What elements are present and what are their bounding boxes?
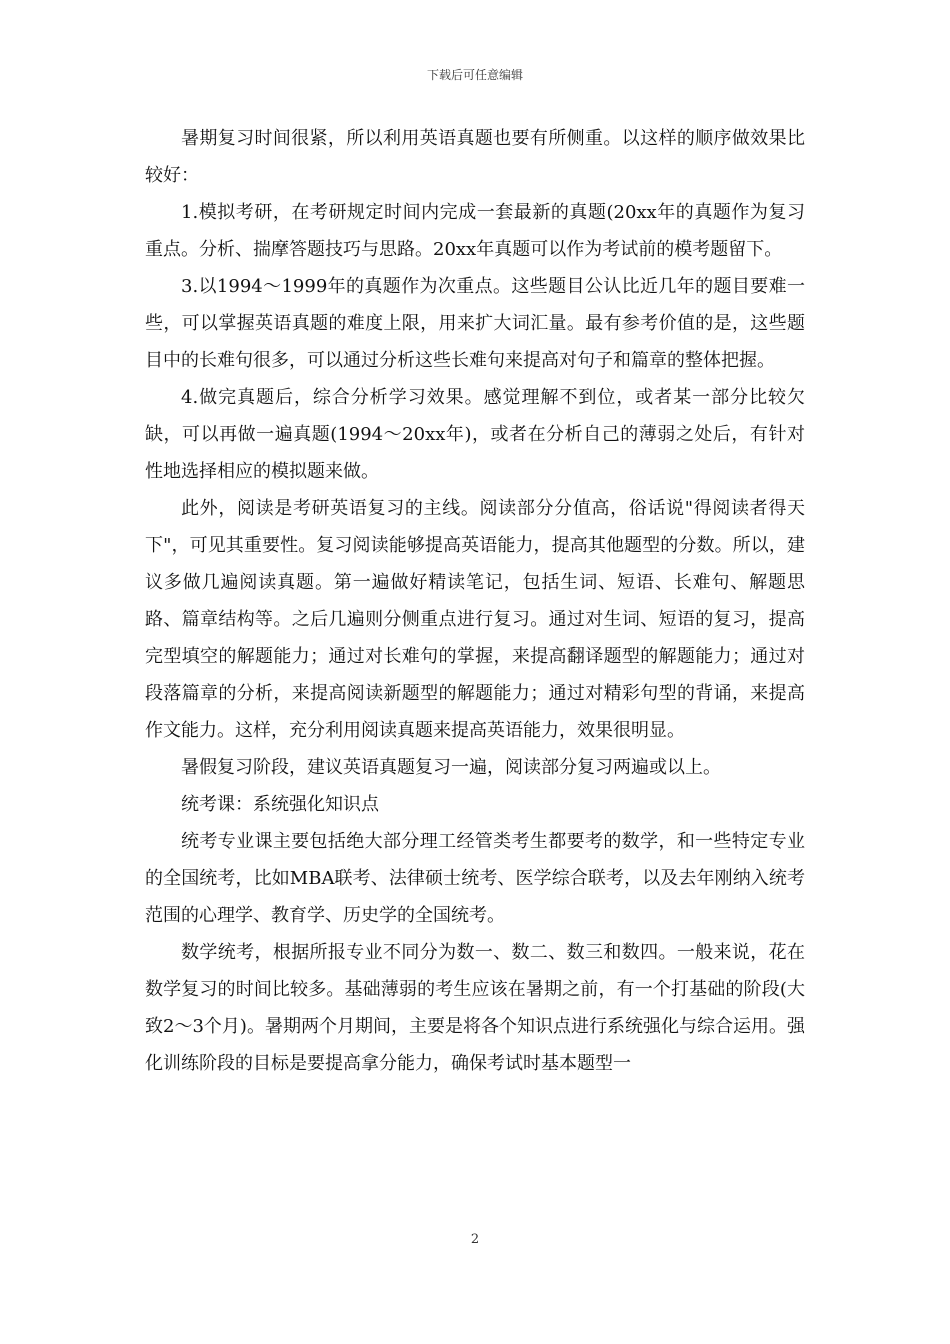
page-header: 下载后可任意编辑 [426, 68, 523, 82]
paragraph-unified-exam: 统考专业课主要包括绝大部分理工经管类考生都要考的数学，和一些特定专业的全国统考，比如MBA联考、法律硕士统考、医学综合联考，以及去年刚纳入统考范围的心理学、教育学、历史学的全国统考。 [145, 831, 805, 926]
section-heading-unified-exam: 统考课：系统强化知识点 [181, 794, 379, 815]
paragraph-summer-plan: 暑假复习阶段，建议英语真题复习一遍，阅读部分复习两遍或以上。 [181, 757, 721, 778]
paragraph-item-4: 4.做完真题后，综合分析学习效果。感觉理解不到位，或者某一部分比较欠缺，可以再做一遍真题(1994～20xx年)，或者在分析自己的薄弱之处后，有针对性地选择相应的模拟题来做。 [145, 387, 805, 482]
document-body [145, 120, 805, 1082]
paragraph-intro: 暑期复习时间很紧，所以利用英语真题也要有所侧重。以这样的顺序做效果比较好： [145, 128, 805, 186]
paragraph-item-3: 3.以1994～1999年的真题作为次重点。这些题目公认比近几年的题目要难一些，可以掌握英语真题的难度上限，用来扩大词汇量。最有参考价值的是，这些题目中的长难句很多，可以通过分析这些长难句来提高对句子和篇章的整体把握。 [145, 276, 805, 371]
page-number: 2 [470, 1232, 480, 1247]
paragraph-math: 数学统考，根据所报专业不同分为数一、数二、数三和数四。一般来说，花在数学复习的时间比较多。基础薄弱的考生应该在暑期之前，有一个打基础的阶段(大致2～3个月)。暑期两个月期间，主要是将各个知识点进行系统强化与综合运用。强化训练阶段的目标是要提高拿分能力，确保考试时基本题型一 [145, 942, 805, 1074]
paragraph-reading: 此外，阅读是考研英语复习的主线。阅读部分分值高，俗话说"得阅读者得天下"，可见其重要性。复习阅读能够提高英语能力，提高其他题型的分数。所以，建议多做几遍阅读真题。第一遍做好精读笔记，包括生词、短语、长难句、解题思路、篇章结构等。之后几遍则分侧重点进行复习。通过对生词、短语的复习，提高完型填空的解题能力；通过对长难句的掌握，来提高翻译题型的解题能力；通过对段落篇章的分析，来提高阅读新题型的解题能力；通过对精彩句型的背诵，来提高作文能力。这样，充分利用阅读真题来提高英语能力，效果很明显。 [145, 498, 805, 741]
paragraph-item-1: 1.模拟考研，在考研规定时间内完成一套最新的真题(20xx年的真题作为复习重点。分析、揣摩答题技巧与思路。20xx年真题可以作为考试前的模考题留下。 [145, 202, 805, 260]
